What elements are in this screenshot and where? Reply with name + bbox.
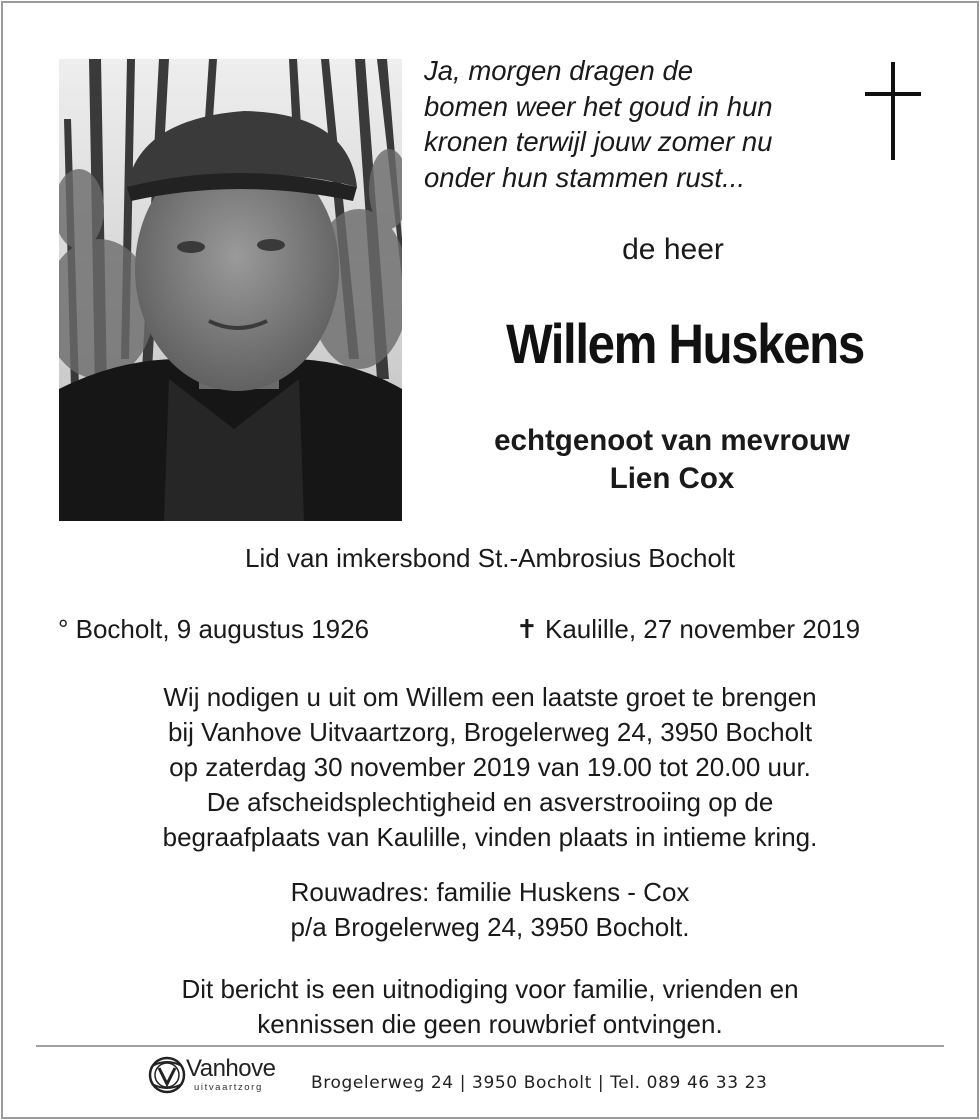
footer-contact: Brogelerweg 24 | 3950 Bocholt | Tel. 089 46 33 23 [311, 1073, 768, 1093]
deceased-name: Willem Huskens [506, 312, 864, 375]
invitation-line: bij Vanhove Uitvaartzorg, Brogelerweg 24, 3950 Bocholt [167, 717, 813, 747]
footer-divider [36, 1045, 944, 1047]
salutation: de heer [622, 233, 724, 266]
poem-line: Ja, morgen dragen de [424, 55, 694, 86]
notice-line: kennissen die geen rouwbrief ontvingen. [257, 1009, 723, 1039]
invitation-text [0, 680, 980, 855]
poem-line: bomen weer het goud in hun [424, 90, 773, 122]
poem-line: kronen terwijl jouw zomer nu [424, 126, 773, 157]
membership: Lid van imkersbond St.-Ambrosius Bocholt [245, 543, 735, 573]
invitation-line: De afscheidsplechtigheid en asverstrooiing op de [206, 787, 774, 817]
invitation-line: begraafplaats van Kaulille, vinden plaats in intieme kring. [162, 822, 818, 852]
poem-line: onder hun stammen rust... [424, 161, 745, 193]
logo-name: Vanhove [186, 1055, 276, 1082]
cross-icon [862, 62, 924, 160]
invitation-line: op zaterdag 30 november 2019 van 19.00 tot 20.00 uur. [169, 752, 811, 782]
logo-subtitle: uitvaartzorg [194, 1082, 263, 1093]
address-line: Rouwadres: familie Huskens - Cox [290, 877, 690, 907]
vanhove-logo [146, 1052, 306, 1098]
poem [424, 53, 844, 195]
vanhove-logo-icon [146, 1054, 188, 1096]
notice-line: Dit bericht is een uitnodiging voor familie, vrienden en [181, 974, 799, 1004]
invitation-line: Wij nodigen u uit om Willem een laatste groet te brengen [163, 682, 817, 712]
address-line: p/a Brogelerweg 24, 3950 Bocholt. [290, 912, 690, 942]
birth-info: ° Bocholt, 9 augustus 1926 [58, 614, 370, 644]
death-info: ✝ Kaulille, 27 november 2019 [516, 614, 861, 644]
portrait-photo [59, 59, 402, 521]
mourning-address [0, 875, 980, 945]
spouse-line: echtgenoot van mevrouw [494, 424, 850, 457]
notice-text [0, 972, 980, 1042]
spouse [430, 422, 914, 498]
spouse-name: Lien Cox [609, 462, 735, 495]
